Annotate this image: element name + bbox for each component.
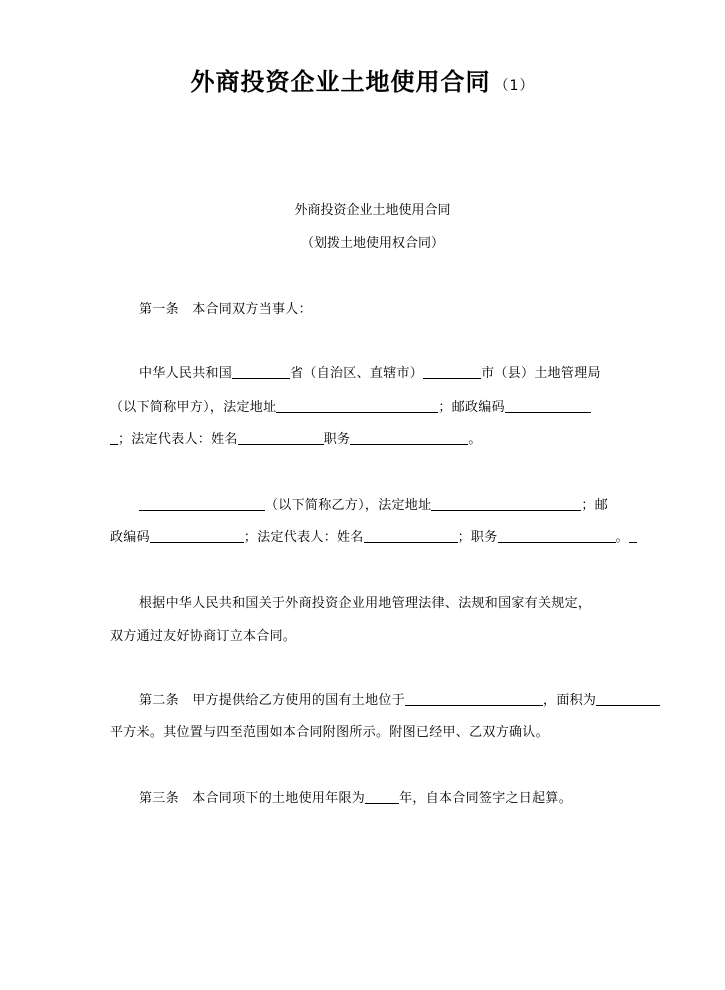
article-3-line-1 <box>139 787 572 806</box>
main-title <box>0 62 725 97</box>
land-location-blank <box>405 692 543 706</box>
term-years-blank <box>365 790 399 804</box>
party-a-text-2b: ；邮政编码 <box>438 400 505 415</box>
province-blank <box>232 365 290 379</box>
article-3-text-1a: 第三条 本合同项下的土地使用年限为 <box>139 791 366 806</box>
party-a-text-3c: 。 <box>468 432 482 447</box>
article-1-heading: 第一条 本合同双方当事人： <box>139 302 312 317</box>
party-a-line-2 <box>110 396 591 415</box>
party-a-text-3a: ；法定代表人：姓名 <box>118 432 238 447</box>
party-b-line-1 <box>139 494 608 513</box>
party-a-line-1 <box>139 362 601 381</box>
party-b-text-2d: 。 <box>615 530 629 545</box>
party-b-line-2 <box>110 526 637 545</box>
contract-subtitle: 外商投资企业土地使用合同 <box>294 203 451 218</box>
party-a-text-1c: 市（县）土地管理局 <box>481 366 601 381</box>
party-b-text-1b: ；邮 <box>581 498 609 513</box>
party-b-rep-name-blank <box>364 529 458 543</box>
party-b-text-2a: 政编码 <box>110 530 150 545</box>
party-a-address-blank <box>276 399 438 413</box>
article-2-text-1a: 第二条 甲方提供给乙方使用的国有土地位于 <box>139 693 406 708</box>
party-a-line-3 <box>110 428 482 447</box>
article-3-text-1b: 年，自本合同签字之日起算。 <box>399 791 573 806</box>
party-b-name-blank <box>139 497 265 511</box>
party-a-text-3b: 职务 <box>323 432 351 447</box>
basis-line-1: 根据中华人民共和国关于外商投资企业用地管理法律、法规和国家有关规定， <box>139 596 592 611</box>
party-b-text-2c: ；职务 <box>457 530 498 545</box>
party-b-text-2b: ；法定代表人：姓名 <box>243 530 364 545</box>
party-a-rep-name-blank <box>238 431 324 445</box>
article-2-text-1b: ，面积为 <box>543 693 597 708</box>
land-area-blank <box>596 692 660 706</box>
main-title-number: （1） <box>494 78 535 94</box>
party-b-trailing-blank <box>629 529 637 543</box>
party-a-text-1b: 省（自治区、直辖市） <box>290 366 424 381</box>
party-b-address-blank <box>431 497 581 511</box>
party-b-postcode-blank <box>150 529 244 543</box>
party-a-postcode-blank-cont <box>110 431 118 445</box>
party-a-rep-title-blank <box>350 431 468 445</box>
party-a-text-2a: （以下简称甲方），法定地址 <box>110 400 277 415</box>
party-b-text-1a: （以下简称乙方），法定地址 <box>265 498 432 513</box>
article-2-line-1 <box>139 689 660 708</box>
city-blank <box>423 365 481 379</box>
party-a-text-1a: 中华人民共和国 <box>139 366 233 381</box>
article-2-line-2: 平方米。其位置与四至范围如本合同附图所示。附图已经甲、乙双方确认。 <box>110 725 549 740</box>
main-title-text: 外商投资企业土地使用合同 <box>190 68 491 96</box>
party-b-rep-title-blank <box>498 529 616 543</box>
contract-type-note: （划拨土地使用权合同） <box>300 236 444 251</box>
party-a-postcode-blank <box>505 399 591 413</box>
basis-line-2: 双方通过友好协商订立本合同。 <box>110 629 297 644</box>
